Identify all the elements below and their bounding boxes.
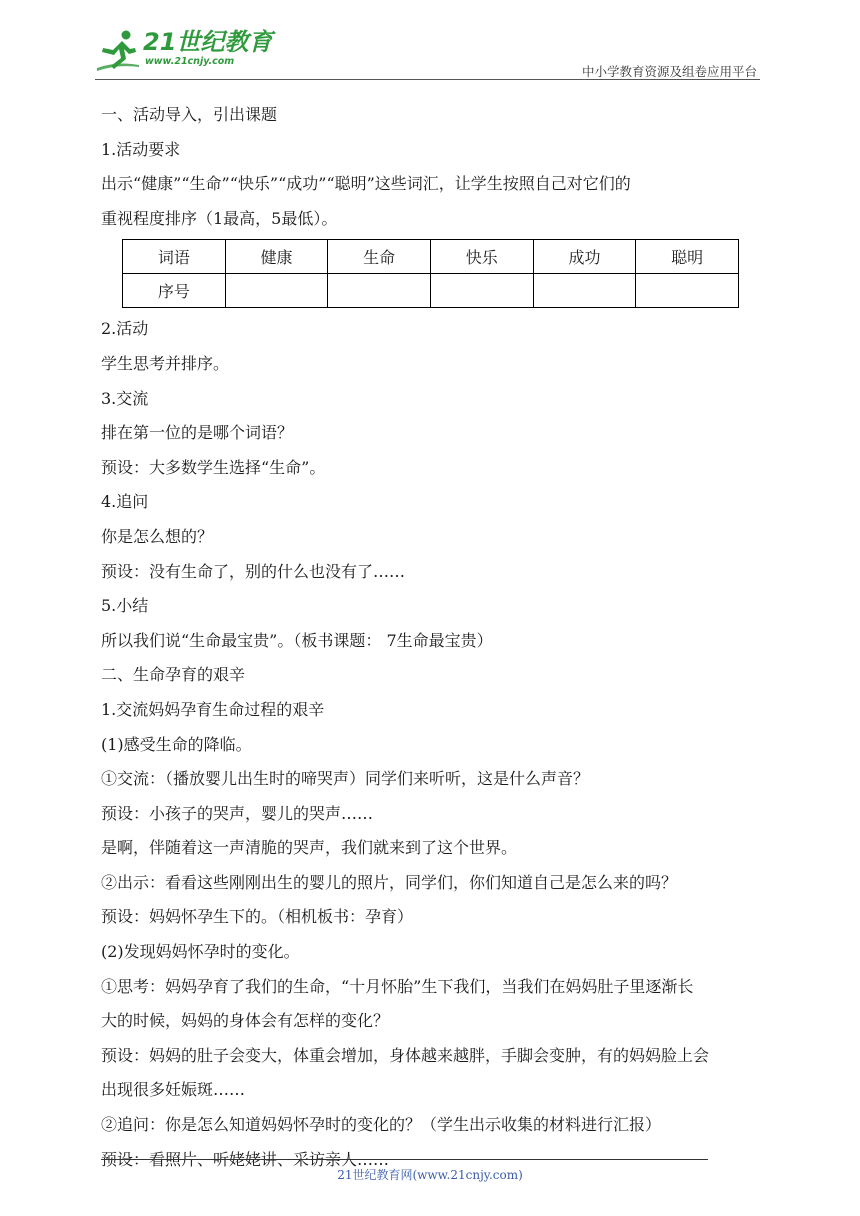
table-row-label: 序号 [123,274,226,308]
text-line: 预设：大多数学生选择“生命”。 [101,457,326,477]
text-line: 4.追问 [101,492,149,512]
table-header-row [123,240,739,274]
text-line: 1.交流妈妈孕育生命过程的艰辛 [101,699,325,719]
text-line: 大的时候，妈妈的身体会有怎样的变化？ [101,1011,390,1031]
text-line: ①交流：（播放婴儿出生时的啼哭声）同学们来听听，这是什么声音？ [101,769,590,789]
table-cell: 生命 [328,240,431,274]
text-line: 预设：妈妈的肚子会变大，体重会增加，身体越来越胖，手脚会变肿，有的妈妈脸上会 [101,1045,710,1065]
text-line: 二、生命孕育的艰辛 [101,665,246,685]
table-cell [328,274,431,308]
running-figure-icon [95,28,141,74]
page-header [95,28,760,80]
table-cell: 成功 [533,240,636,274]
text-line: ②追问：你是怎么知道妈妈怀孕时的变化的？（学生出示收集的材料进行汇报） [101,1115,662,1135]
logo-url: www.21cnjy.com [145,56,235,67]
table-cell [533,274,636,308]
text-line: 预设：看照片、听姥姥讲、采访亲人…… [101,1149,390,1169]
text-line: (2)发现妈妈怀孕时的变化。 [101,942,300,962]
table-row [123,274,739,308]
ranking-table [122,239,739,308]
text-line: 出现很多妊娠斑…… [101,1080,246,1100]
text-line: 5.小结 [101,596,149,616]
document-body [101,98,761,1177]
table-cell: 聪明 [636,240,739,274]
table-cell [225,274,328,308]
text-line: ②出示：看看这些刚刚出生的婴儿的照片，同学们，你们知道自己是怎么来的吗？ [101,872,678,892]
text-line: ①思考：妈妈孕育了我们的生命，“十月怀胎”生下我们，当我们在妈妈肚子里逐渐长 [101,976,694,996]
header-divider [95,79,760,80]
text-line: 排在第一位的是哪个词语？ [101,423,294,443]
footer-divider [101,1159,708,1160]
text-line: 出示“健康”“生命”“快乐”“成功”“聪明”这些词汇，让学生按照自己对它们的 [101,174,631,194]
table-cell [636,274,739,308]
text-line: (1)感受生命的降临。 [101,734,252,754]
text-line: 预设：妈妈怀孕生下的。（相机板书：孕育） [101,907,414,927]
text-line: 一、活动导入，引出课题 [101,105,278,124]
text-line: 学生思考并排序。 [101,353,230,373]
table-cell: 快乐 [430,240,533,274]
logo-title: 21世纪教育 [143,28,273,56]
text-line: 所以我们说“生命最宝贵”。（板书课题： 7生命最宝贵） [101,630,493,650]
text-line: 2.活动 [101,319,149,339]
table-row-label: 词语 [123,240,226,274]
table-cell [430,274,533,308]
intro-section [101,98,761,236]
platform-name: 中小学教育资源及组卷应用平台 [581,64,757,79]
text-line: 重视程度排序（1最高，5最低）。 [101,208,338,228]
main-section [101,312,761,1177]
text-line: 预设：小孩子的哭声，婴儿的哭声…… [101,803,374,823]
text-line: 预设：没有生命了，别的什么也没有了…… [101,561,406,581]
text-line: 是啊，伴随着这一声清脆的哭声，我们就来到了这个世界。 [101,838,518,858]
text-line: 3.交流 [101,388,149,408]
site-logo[interactable] [95,28,272,74]
footer-link[interactable]: 21世纪教育网(www.21cnjy.com) [337,1168,523,1182]
text-line: 1.活动要求 [101,139,181,159]
text-line: 你是怎么想的？ [101,526,214,546]
table-cell: 健康 [225,240,328,274]
